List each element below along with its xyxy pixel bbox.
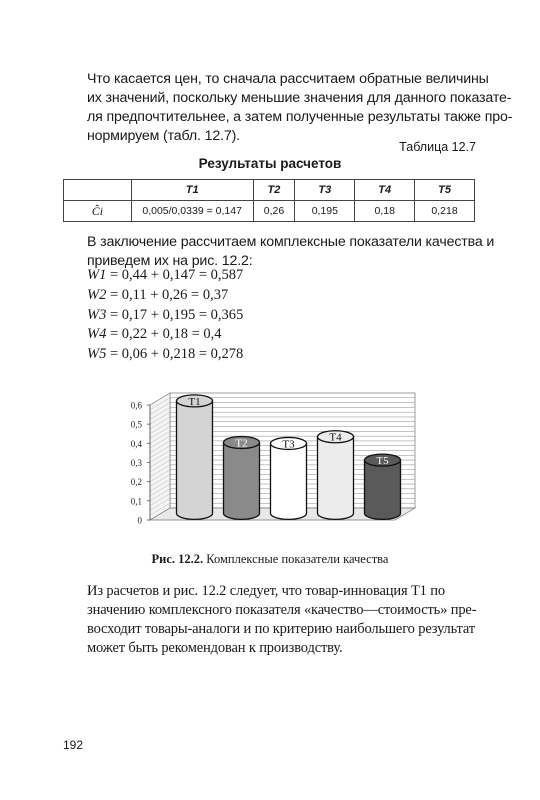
chart-category-label: T1	[188, 395, 201, 408]
chart-category-label: T2	[235, 437, 248, 450]
table-cell: 0,005/0,0339 = 0,147	[131, 201, 253, 222]
table-title: Результаты расчетов	[198, 156, 342, 171]
chart-y-tick-label: 0,4	[130, 438, 142, 449]
formula-variable: W3	[87, 306, 107, 323]
chart-bar	[177, 401, 213, 520]
table-cell: 0,218	[415, 201, 475, 222]
final-line: Из расчетов и рис. 12.2 следует, что товар-инновация Т1 по	[87, 583, 445, 599]
intro-line: нормируем (табл. 12.7).	[87, 128, 240, 144]
table-corner-cell	[64, 180, 132, 201]
formula-expression: = 0,06 + 0,218 = 0,278	[106, 346, 244, 363]
formula-list	[87, 266, 243, 365]
chart-category-label: T4	[329, 431, 342, 444]
formula-expression: = 0,17 + 0,195 = 0,365	[106, 306, 244, 323]
chart-y-tick-label: 0	[137, 515, 142, 526]
formula-variable: W4	[87, 326, 107, 343]
table-header-cell: T4	[355, 180, 415, 201]
table-header-cell: T1	[131, 180, 253, 201]
figure-caption-text: Комплексные показатели качества	[203, 552, 389, 566]
chart-bar	[224, 442, 260, 519]
table-cell: 0,195	[295, 201, 355, 222]
table-header-cell: T2	[253, 180, 295, 201]
intro-line: их значений, поскольку меньшие значения для данного показате-	[87, 90, 512, 106]
table-row	[64, 201, 475, 222]
table-header-row	[64, 180, 475, 201]
formula-expression: = 0,11 + 0,26 = 0,37	[106, 286, 229, 303]
intro-paragraph	[87, 70, 513, 146]
table-cell: 0,26	[253, 201, 295, 222]
table-cell: 0,18	[355, 201, 415, 222]
chart-category-label: T3	[282, 438, 295, 451]
formula-variable: W2	[87, 286, 107, 303]
chart-y-tick-label: 0,5	[130, 419, 142, 430]
chart-bar	[365, 460, 401, 519]
final-line: значению комплексного показателя «качество—стоимость» пре-	[87, 602, 477, 618]
chart-y-tick-label: 0,2	[130, 477, 142, 488]
formula-expression: = 0,44 + 0,147 = 0,587	[106, 267, 244, 283]
chart-y-tick-label: 0,6	[130, 400, 142, 411]
chart-y-tick-label: 0,3	[130, 458, 142, 468]
intro-line: ля предпочтительнее, а затем полученные результаты также про-	[87, 109, 513, 125]
figure-label: Рис. 12.2.	[151, 552, 204, 566]
conclusion-line: приведем их на рис. 12.2:	[87, 253, 253, 269]
chart-bar	[271, 443, 307, 519]
formula-line	[87, 306, 243, 326]
chart-bar	[318, 437, 354, 520]
conclusion-line: В заключение рассчитаем комплексные показатели качества и	[87, 234, 495, 250]
formula-expression: = 0,22 + 0,18 = 0,4	[106, 326, 222, 343]
formula-variable: W5	[87, 346, 107, 363]
final-line: восходит товары-аналоги и по критерию наибольшего результат	[87, 621, 475, 637]
formula-variable: W1	[87, 267, 107, 283]
chart-category-label: T5	[376, 455, 389, 468]
formula-line	[87, 266, 243, 286]
table-row-header: Ĉi	[64, 201, 132, 222]
formula-line	[87, 325, 243, 345]
intro-line: Что касается цен, то сначала рассчитаем обратные величины	[87, 71, 489, 87]
results-table	[63, 179, 475, 222]
final-paragraph	[87, 582, 476, 658]
table-header-cell: T5	[415, 180, 475, 201]
formula-line	[87, 345, 243, 365]
page-number: 192	[63, 738, 84, 752]
figure-caption	[0, 552, 540, 567]
quality-index-chart	[110, 385, 430, 533]
formula-line	[87, 286, 243, 306]
chart-y-tick-label: 0,1	[130, 496, 142, 507]
table-header-cell: T3	[295, 180, 355, 201]
final-line: может быть рекомендован к производству.	[87, 640, 343, 656]
table-caption: Таблица 12.7	[399, 140, 476, 154]
